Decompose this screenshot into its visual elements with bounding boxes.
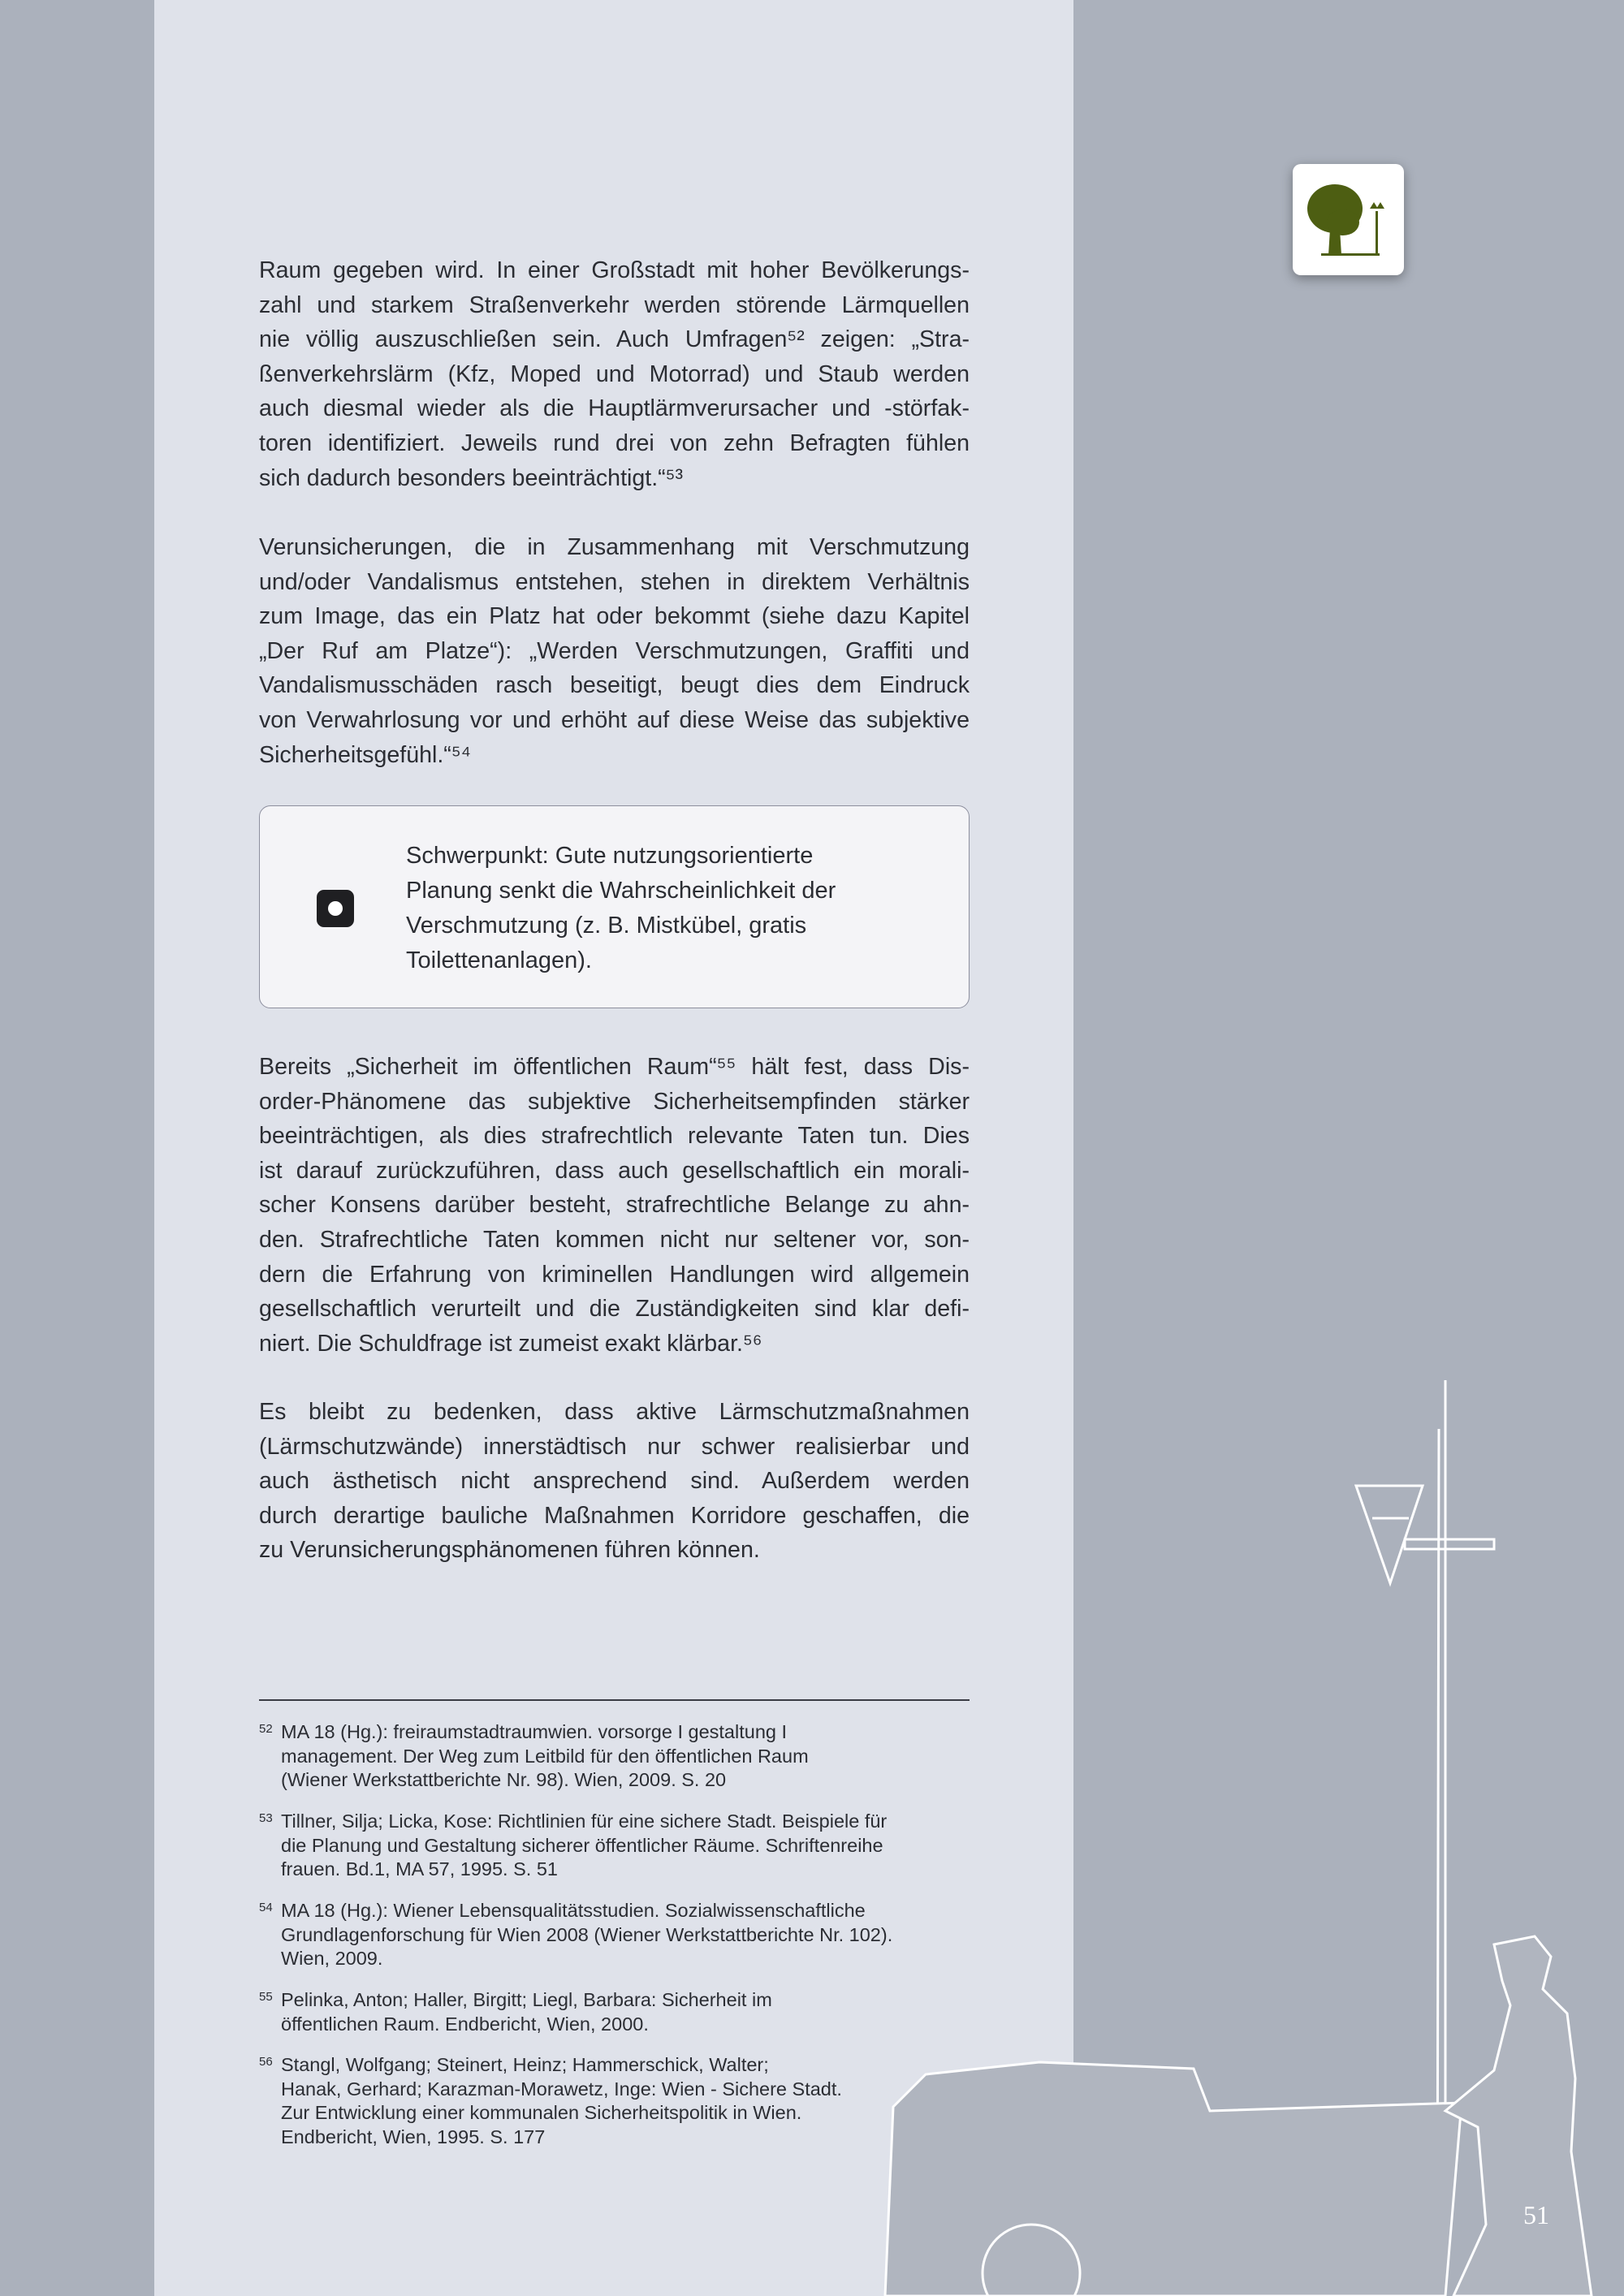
footnote-line: Tillner, Silja; Licka, Kose: Richtlinien für eine sichere Stadt. Beispiele für [281,1810,888,1832]
footnote-line: Wien, 2009. [281,1948,383,1969]
callout-line: Schwerpunkt: Gute nutzungsorientierte [406,843,814,869]
footnote-line: MA 18 (Hg.): freiraumstadtraumwien. vorsorge I gestaltung I [281,1721,788,1742]
callout-line: Planung senkt die Wahrscheinlichkeit der [406,878,836,904]
footnote [259,1899,974,1971]
callout-text [406,839,836,978]
footnote [259,2053,974,2149]
footnote-divider [259,1699,970,1701]
text-line: zahl und starkem Straßenverkehr werden störende Lärmquellen [259,291,970,318]
paragraph-2 [259,530,970,772]
text-line: Raum gegeben wird. In einer Großstadt mit hoher Bevölkerungs- [259,257,970,283]
target-icon [317,890,354,927]
footnote-number: 52 [259,1722,273,1736]
footnote-line: öffentlichen Raum. Endbericht, Wien, 2000. [281,2013,649,2035]
text-line: ßenverkehrslärm (Kfz, Moped und Motorrad) und Staub werden [259,360,970,387]
footnote [259,1988,974,2036]
text-line: sich dadurch besonders beeinträchtigt.“⁵³ [259,464,684,491]
footnote-line: frauen. Bd.1, MA 57, 1995. S. 51 [281,1858,558,1880]
text-line: von Verwahrlosung vor und erhöht auf diese Weise das subjektive [259,706,970,733]
text-line: toren identifiziert. Jeweils rund drei von zehn Befragten fühlen [259,429,970,456]
text-line: Es bleibt zu bedenken, dass aktive Lärmschutzmaßnahmen [259,1399,970,1425]
text-line: durch derartige bauliche Maßnahmen Korridore geschaffen, die [259,1502,970,1529]
text-line: ist darauf zurückzuführen, dass auch gesellschaftlich ein morali- [259,1157,970,1184]
footnote-line: Hanak, Gerhard; Karazman-Morawetz, Inge: Wien - Sichere Stadt. [281,2078,842,2100]
footnote-line: Pelinka, Anton; Haller, Birgitt; Liegl, Barbara: Sicherheit im [281,1989,772,2010]
footnote-line: (Wiener Werkstattberichte Nr. 98). Wien, 2009. S. 20 [281,1769,727,1790]
text-line: zum Image, das ein Platz hat oder bekommt (siehe dazu Kapitel [259,603,970,630]
footnote-line: management. Der Weg zum Leitbild für den öffentlichen Raum [281,1745,809,1767]
footnote [259,1810,974,1882]
text-line: den. Strafrechtliche Taten kommen nicht nur seltener vor, son- [259,1226,970,1253]
footnote-line: MA 18 (Hg.): Wiener Lebensqualitätsstudien. Sozialwissenschaftliche [281,1900,866,1921]
text-line: und/oder Vandalismus entstehen, stehen in direktem Verhältnis [259,568,970,595]
footnote-number: 53 [259,1811,273,1825]
paragraph-3 [259,1050,970,1361]
callout-line: Toilettenanlagen). [406,947,592,973]
text-line: niert. Die Schuldfrage ist zumeist exakt klärbar.⁵⁶ [259,1330,762,1357]
text-line: zu Verunsicherungsphänomenen führen können. [259,1537,760,1564]
footnote-line: Stangl, Wolfgang; Steinert, Heinz; Hammerschick, Walter; [281,2054,769,2075]
vendor-silhouette [1445,1936,1592,2296]
text-line: auch ästhetisch nicht ansprechend sind. Außerdem werden [259,1468,970,1495]
footnote-line: Endbericht, Wien, 1995. S. 177 [281,2126,546,2147]
paragraph-4 [259,1395,970,1568]
footnote-number: 55 [259,1990,273,2004]
tree-lamp-logo [1293,164,1404,275]
paragraph-1 [259,253,970,495]
text-line: Bereits „Sicherheit im öffentlichen Raum“⁵⁵ hält fest, dass Dis- [259,1054,970,1080]
text-line: gesellschaftlich verurteilt und die Zuständigkeiten sind klar defi- [259,1296,970,1323]
text-line: Vandalismusschäden rasch beseitigt, beugt dies dem Eindruck [259,672,970,699]
text-line: (Lärmschutzwände) innerstädtisch nur schwer realisierbar und [259,1433,970,1460]
text-line: „Der Ruf am Platze“): „Werden Verschmutzungen, Graffiti und [259,637,970,664]
text-line: auch diesmal wieder als die Hauptlärmverursacher und -störfak- [259,395,970,422]
text-line: beeinträchtigen, als dies strafrechtlich relevante Taten tun. Dies [259,1123,970,1150]
text-line: Verunsicherungen, die in Zusammenhang mit Verschmutzung [259,534,970,560]
text-line: dern die Erfahrung von kriminellen Handlungen wird allgemein [259,1261,970,1288]
focus-callout-box [259,805,970,1008]
text-line: order-Phänomene das subjektive Sicherheitsempfinden stärker [259,1088,970,1115]
text-line: scher Konsens darüber besteht, strafrechtliche Belange zu ahn- [259,1192,970,1219]
callout-line: Verschmutzung (z. B. Mistkübel, gratis [406,913,807,939]
text-line: Sicherheitsgefühl.“⁵⁴ [259,741,471,768]
text-line: nie völlig auszuschließen sein. Auch Umfragen⁵² zeigen: „Stra- [259,326,970,353]
footnote-line: Zur Entwicklung einer kommunalen Sicherheitspolitik in Wien. [281,2102,802,2123]
footnote-number: 56 [259,2055,273,2069]
footnote [259,1720,974,1793]
footnote-line: Grundlagenforschung für Wien 2008 (Wiener Werkstattberichte Nr. 102). [281,1923,893,1945]
footnote-line: die Planung und Gestaltung sicherer öffentlicher Räume. Schriftenreihe [281,1834,883,1856]
footnote-number: 54 [259,1901,273,1914]
page-number: 51 [1523,2200,1549,2229]
